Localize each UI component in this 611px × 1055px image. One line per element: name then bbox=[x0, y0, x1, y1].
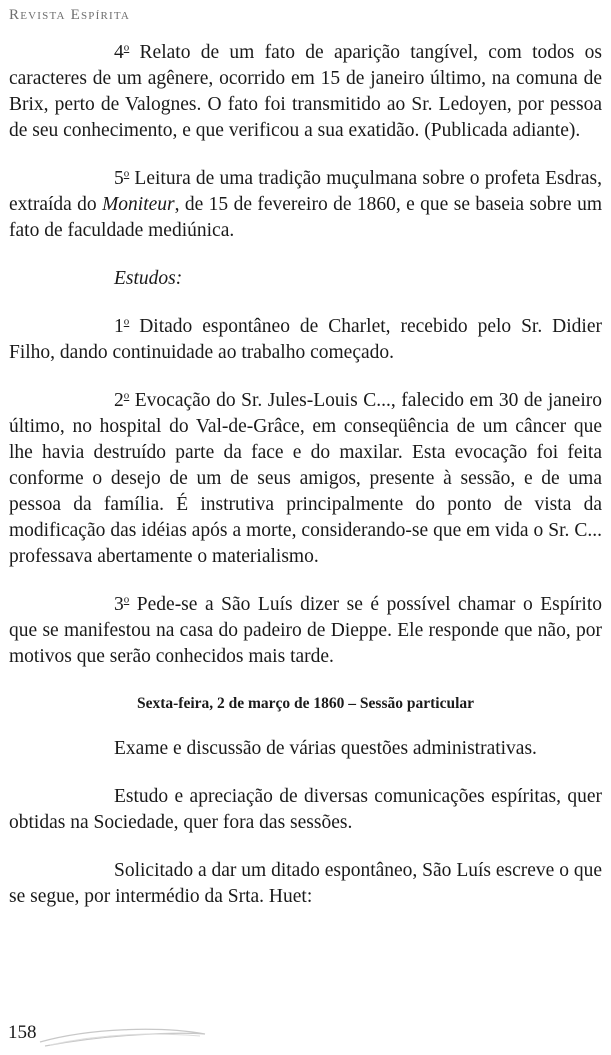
paragraph-study-1 bbox=[9, 314, 602, 366]
item-number: 3 bbox=[114, 594, 124, 615]
paragraph-text: Ditado espontâneo de Charlet, recebido pelo Sr. Didier Filho, dando continuidade ao trabalho começado. bbox=[9, 316, 602, 363]
paragraph-text: Relato de um fato de aparição tangível, com todos os caracteres de um agênere, ocorrido em 15 de janeiro último, na comuna de Brix, perto de Valognes. O fato foi transmitido ao Sr. Ledoyen, por pessoa de seu conhecimento, e que verificou a sua exatidão. (Publicada adiante). bbox=[9, 42, 602, 141]
estudos-label: Estudos: bbox=[114, 268, 183, 289]
session-title: Sexta-feira, 2 de março de 1860 – Sessão particular bbox=[136, 695, 475, 712]
paragraph-study: Estudo e apreciação de diversas comunicações espíritas, quer obtidas na Sociedade, quer fora das sessões. bbox=[9, 786, 602, 833]
paragraph-study-2 bbox=[9, 388, 602, 570]
ordinal-mark: o bbox=[123, 593, 130, 606]
item-number: 5 bbox=[114, 168, 124, 189]
italic-title: Moniteur bbox=[102, 194, 175, 215]
page-body bbox=[9, 40, 602, 910]
estudos-heading bbox=[9, 266, 602, 292]
item-number: 4 bbox=[114, 42, 124, 63]
ordinal-mark: o bbox=[123, 389, 130, 402]
paragraph-text: Pede-se a São Luís dizer se é possível chamar o Espírito que se manifestou na casa do padeiro de Dieppe. Ele responde que não, por motivos que serão conhecidos mais tarde. bbox=[9, 594, 602, 667]
paragraph-text: Leitura de uma tradição muçulmana sobre o profeta Esdras, extraída do bbox=[9, 168, 602, 215]
ordinal-mark: o bbox=[123, 41, 130, 54]
ordinal-mark: o bbox=[123, 315, 130, 328]
paragraph-text: Evocação do Sr. Jules-Louis C..., falecido em 30 de janeiro último, no hospital do Val-de-Grâce, em conseqüência de um câncer que lhe havia destruído parte da face e do maxilar. Esta evocação foi feita conforme o desejo de um de seus amigos, presente à sessão, e de uma pessoa da família. É instrutiva principalmente do ponto de vista da modificação das idéias após a morte, considerando-se que em vida o Sr. C... professava abertamente o materialismo. bbox=[9, 390, 602, 567]
page-number: 158 bbox=[8, 1022, 37, 1043]
paragraph-item-4 bbox=[9, 40, 602, 144]
paragraph-item-5 bbox=[9, 166, 602, 244]
ordinal-mark: o bbox=[123, 167, 130, 180]
paragraph-admin: Exame e discussão de várias questões administrativas. bbox=[114, 738, 537, 759]
paragraph-study-3 bbox=[9, 592, 602, 670]
paragraph-text: , de 15 de fevereiro de 1860, e que se baseia sobre um fato de faculdade mediúnica. bbox=[9, 194, 602, 241]
item-number: 2 bbox=[114, 390, 124, 411]
item-number: 1 bbox=[114, 316, 124, 337]
running-header: Revista Espírita bbox=[9, 7, 131, 23]
paragraph-dictation: Solicitado a dar um ditado espontâneo, São Luís escreve o que se segue, por intermédio da Srta. Huet: bbox=[9, 860, 602, 907]
